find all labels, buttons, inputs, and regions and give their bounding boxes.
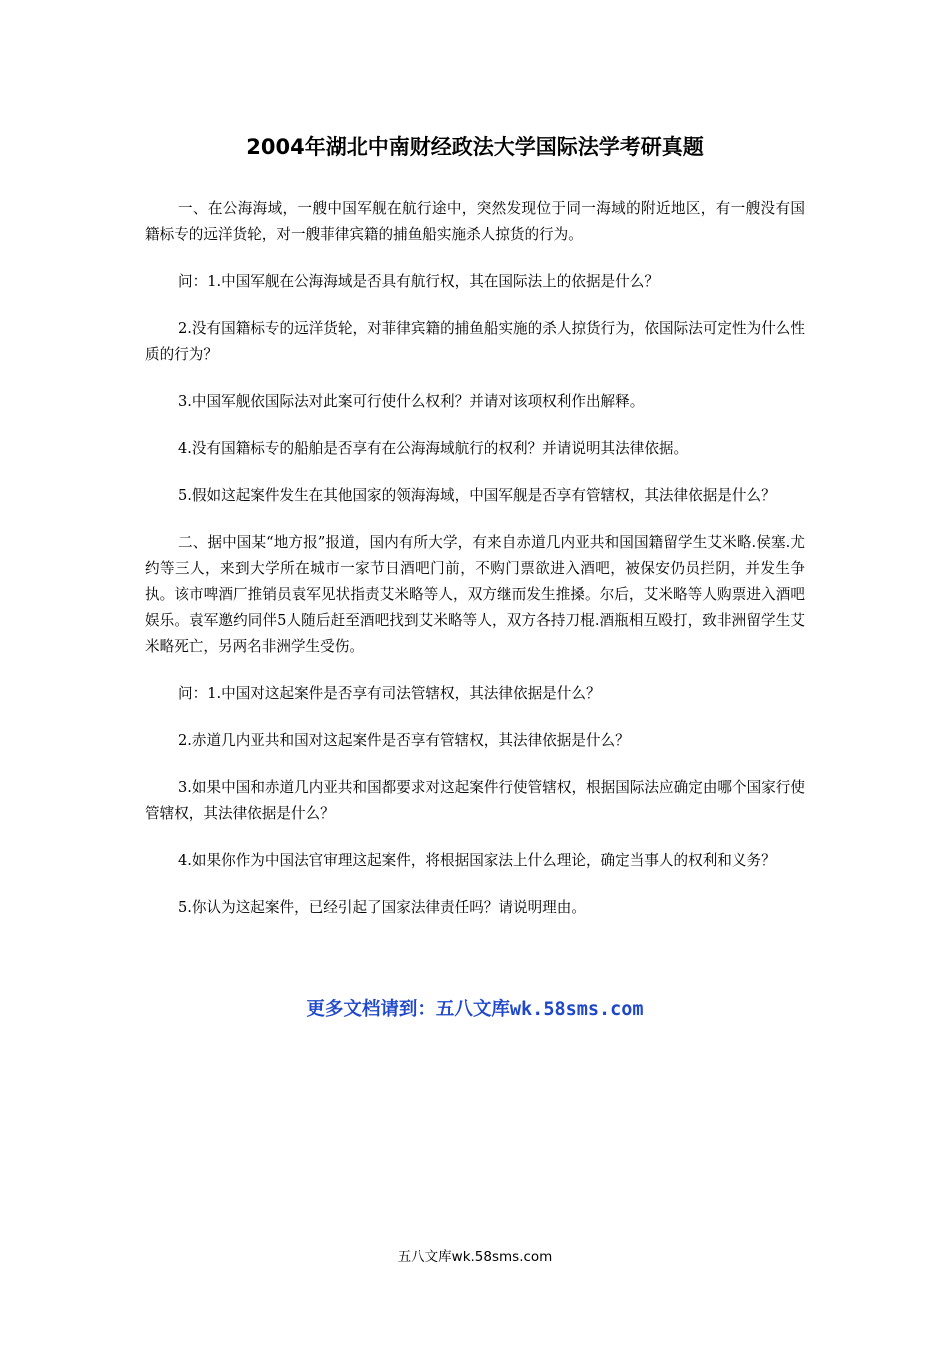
page-footer: 五八文库wk.58sms.com: [397, 1249, 553, 1265]
paragraph-q2-item3: 3.如果中国和赤道几内亚共和国都要求对这起案件行使管辖权，根据国际法应确定由哪个国家行使管辖权，其法律依据是什么？: [145, 779, 805, 822]
document-title: 2004年湖北中南财经政法大学国际法学考研真题: [246, 135, 704, 159]
paragraph-q1-item4: 4.没有国籍标专的船舶是否享有在公海海域航行的权利？并请说明其法律依据。: [178, 440, 689, 457]
paragraph-q2-intro: 二、据中国某“地方报”报道，国内有所大学，有来自赤道几内亚共和国国籍留学生艾米略.侯塞.尤约等三人，来到大学所在城市一家节日酒吧门前，不购门票欲进入酒吧，被保安仍员拦阴，并发生争执。该市啤酒厂推销员袁军见状指责艾米略等人，双方继而发生推搡。尔后，艾米略等人购票进入酒吧娱乐。袁军邀约同伴5人随后赶至酒吧找到艾米略等人，双方各持刀棍.酒瓶相互殴打，致非洲留学生艾米略死亡，另两名非洲学生受伤。: [145, 534, 805, 655]
paragraph-q1-item5: 5.假如这起案件发生在其他国家的领海海域，中国军舰是否享有管辖权，其法律依据是什么？: [178, 487, 776, 504]
paragraph-q1-item1: 问：1.中国军舰在公海海域是否具有航行权，其在国际法上的依据是什么？: [178, 273, 659, 290]
paragraph-q2-item4: 4.如果你作为中国法官审理这起案件，将根据国家法上什么理论，确定当事人的权利和义务？: [178, 852, 776, 869]
paragraph-q2-item5: 5.你认为这起案件，已经引起了国家法律责任吗？请说明理由。: [178, 899, 586, 916]
paragraph-q1-item3: 3.中国军舰依国际法对此案可行使什么权利？并请对该项权利作出解释。: [178, 393, 645, 410]
paragraph-q1-intro: 一、在公海海域，一艘中国军舰在航行途中，突然发现位于同一海域的附近地区，有一艘没有国籍标专的远洋货轮，对一艘菲律宾籍的捕鱼船实施杀人掠货的行为。: [145, 200, 805, 243]
paragraph-q2-item2: 2.赤道几内亚共和国对这起案件是否享有管辖权，其法律依据是什么？: [178, 732, 630, 749]
paragraph-q2-item1: 问：1.中国对这起案件是否享有司法管辖权，其法律依据是什么？: [178, 685, 601, 702]
promo-link[interactable]: 更多文档请到：五八文库wk.58sms.com: [306, 999, 644, 1020]
paragraph-q1-item2: 2.没有国籍标专的远洋货轮，对菲律宾籍的捕鱼船实施的杀人掠货行为，依国际法可定性为什么性质的行为？: [145, 320, 805, 363]
document-body: [145, 196, 805, 942]
